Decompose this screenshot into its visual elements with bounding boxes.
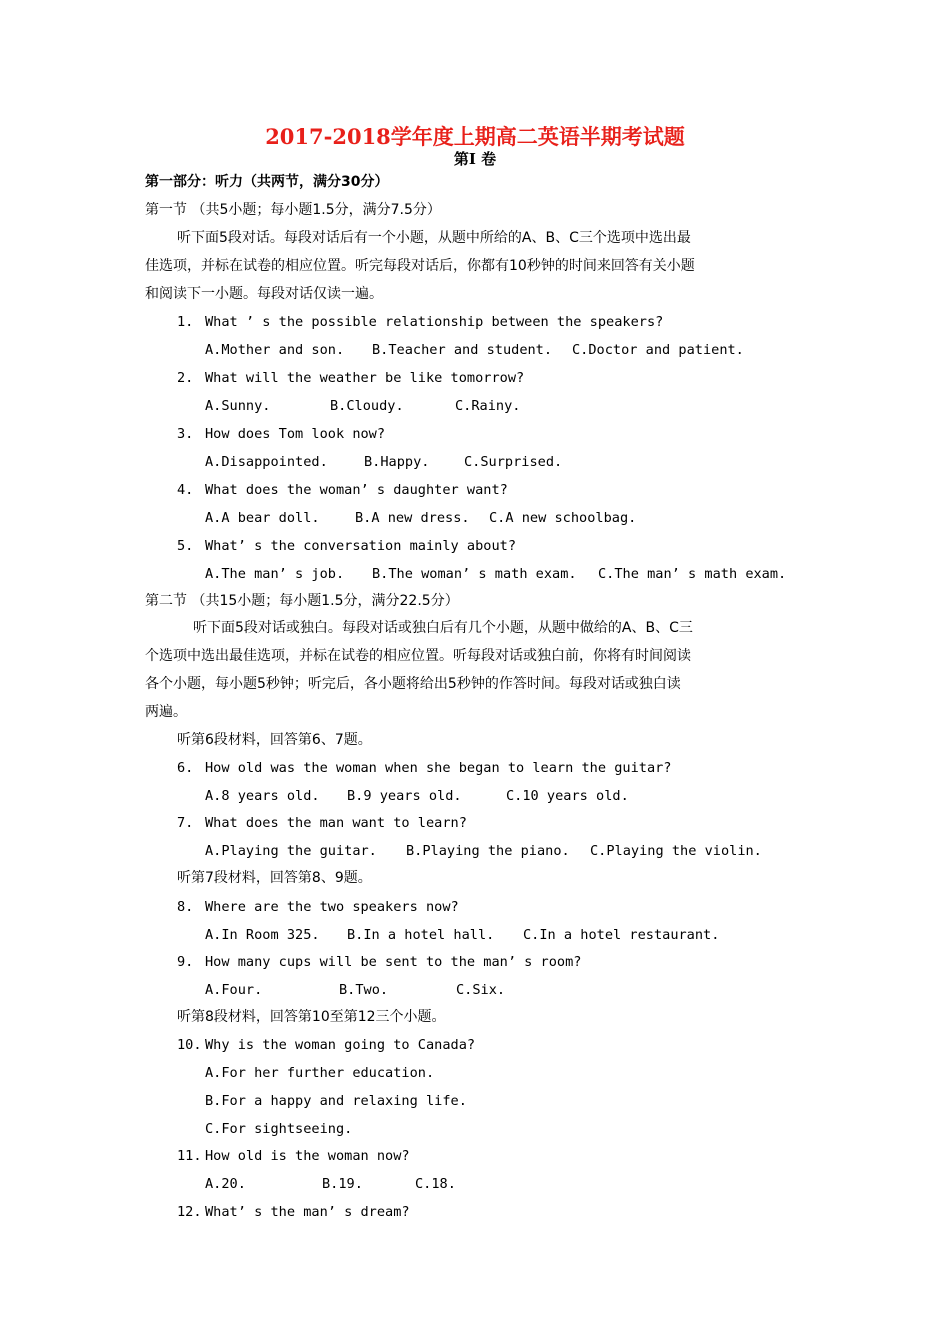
question-number: 5. xyxy=(177,538,194,554)
option-b: B.Happy. xyxy=(364,454,430,470)
option-a: A.20. xyxy=(205,1176,246,1192)
question-7 xyxy=(177,813,467,833)
question-11-options xyxy=(205,1174,456,1194)
option-b: B.19. xyxy=(322,1176,363,1192)
question-text: How does Tom look now? xyxy=(205,426,386,442)
question-1-options xyxy=(205,340,744,360)
volume-label: 第I 卷 xyxy=(453,150,497,168)
option-c: C.Playing the violin. xyxy=(590,843,762,859)
question-3-options xyxy=(205,452,562,472)
question-2 xyxy=(177,368,524,388)
option-b: B.In a hotel hall. xyxy=(347,927,495,943)
question-2-options xyxy=(205,396,520,416)
question-number: 1. xyxy=(177,314,194,330)
question-6-options xyxy=(205,786,629,806)
section2-instruction-line: 各个小题，每小题5秒钟；听完后，各小题将给出5秒钟的作答时间。每段对话或独白读 xyxy=(145,676,681,692)
option-a: A.Sunny. xyxy=(205,398,271,414)
question-text: What’ s the man’ s dream? xyxy=(205,1204,410,1220)
question-number: 9. xyxy=(177,954,194,970)
option-c: C.A new schoolbag. xyxy=(489,510,637,526)
section2-instruction-line: 两遍。 xyxy=(145,704,187,720)
question-10-option-c: C.For sightseeing. xyxy=(205,1121,353,1137)
question-text: Why is the woman going to Canada? xyxy=(205,1037,476,1053)
option-a: A.The man’ s job. xyxy=(205,566,345,582)
section1-instruction-line: 佳选项，并标在试卷的相应位置。听完每段对话后，你都有10秒钟的时间来回答有关小题 xyxy=(145,258,695,274)
question-8 xyxy=(177,897,459,917)
question-number: 10. xyxy=(177,1037,202,1053)
option-c: C.Rainy. xyxy=(455,398,521,414)
question-10-option-b: B.For a happy and relaxing life. xyxy=(205,1093,467,1109)
option-c: C.In a hotel restaurant. xyxy=(523,927,720,943)
question-5-options xyxy=(205,564,786,584)
question-number: 2. xyxy=(177,370,194,386)
question-3 xyxy=(177,424,385,444)
question-1 xyxy=(177,312,663,332)
question-9-options xyxy=(205,980,505,1000)
option-a: A.A bear doll. xyxy=(205,510,320,526)
question-text: How old is the woman now? xyxy=(205,1148,410,1164)
option-b: B.Playing the piano. xyxy=(406,843,570,859)
question-number: 11. xyxy=(177,1148,202,1164)
option-c: C.Six. xyxy=(456,982,506,998)
question-text: What’ s the conversation mainly about? xyxy=(205,538,516,554)
part1-heading: 第一部分：听力（共两节，满分30分） xyxy=(145,174,389,190)
question-number: 6. xyxy=(177,760,194,776)
question-text: Where are the two speakers now? xyxy=(205,899,459,915)
question-8-options xyxy=(205,925,719,945)
question-text: What does the woman’ s daughter want? xyxy=(205,482,508,498)
question-9 xyxy=(177,952,581,972)
option-b: B.A new dress. xyxy=(355,510,470,526)
question-10-option-a: A.For her further education. xyxy=(205,1065,435,1081)
option-c: C.The man’ s math exam. xyxy=(598,566,787,582)
question-text: How old was the woman when she began to learn the guitar? xyxy=(205,760,672,776)
question-number: 3. xyxy=(177,426,194,442)
question-10 xyxy=(177,1035,475,1055)
option-a: A.Disappointed. xyxy=(205,454,328,470)
question-text: What will the weather be like tomorrow? xyxy=(205,370,525,386)
option-c: C.18. xyxy=(415,1176,456,1192)
exam-title: 2017-2018学年度上期高二英语半期考试题 xyxy=(265,124,685,149)
option-b: B.Two. xyxy=(339,982,389,998)
option-b: B.Cloudy. xyxy=(330,398,404,414)
question-4-options xyxy=(205,508,636,528)
section2-instruction-line: 听下面5段对话或独白。每段对话或独白后有几个小题，从题中做给的A、B、C三 xyxy=(193,620,693,636)
option-c: C.10 years old. xyxy=(506,788,629,804)
option-b: B.Teacher and student. xyxy=(372,342,553,358)
question-11 xyxy=(177,1146,410,1166)
section2-heading: 第二节 （共15小题；每小题1.5分，满分22.5分） xyxy=(145,593,459,609)
option-a: A.In Room 325. xyxy=(205,927,320,943)
option-a: A.Playing the guitar. xyxy=(205,843,377,859)
question-number: 4. xyxy=(177,482,194,498)
question-12 xyxy=(177,1202,410,1222)
section1-instruction-line: 和阅读下一小题。每段对话仅读一遍。 xyxy=(145,286,383,302)
question-6 xyxy=(177,758,672,778)
option-c: C.Doctor and patient. xyxy=(572,342,744,358)
option-c: C.Surprised. xyxy=(464,454,563,470)
material-label: 听第6段材料，回答第6、7题。 xyxy=(177,732,372,748)
material-label: 听第7段材料，回答第8、9题。 xyxy=(177,870,372,886)
question-number: 12. xyxy=(177,1204,202,1220)
question-5 xyxy=(177,536,516,556)
question-text: What ’ s the possible relationship between the speakers? xyxy=(205,314,664,330)
section2-instruction-line: 个选项中选出最佳选项，并标在试卷的相应位置。听每段对话或独白前，你将有时间阅读 xyxy=(145,648,691,664)
section1-instruction-line: 听下面5段对话。每段对话后有一个小题，从题中所给的A、B、C三个选项中选出最 xyxy=(177,230,691,246)
option-b: B.The woman’ s math exam. xyxy=(372,566,577,582)
question-text: What does the man want to learn? xyxy=(205,815,467,831)
question-7-options xyxy=(205,841,762,861)
option-b: B.9 years old. xyxy=(347,788,462,804)
material-label: 听第8段材料，回答第10至第12三个小题。 xyxy=(177,1009,446,1025)
question-number: 7. xyxy=(177,815,194,831)
question-4 xyxy=(177,480,508,500)
option-a: A.Mother and son. xyxy=(205,342,345,358)
option-a: A.Four. xyxy=(205,982,263,998)
option-a: A.8 years old. xyxy=(205,788,320,804)
question-number: 8. xyxy=(177,899,194,915)
section1-heading: 第一节 （共5小题；每小题1.5分，满分7.5分） xyxy=(145,202,441,218)
question-text: How many cups will be sent to the man’ s room? xyxy=(205,954,582,970)
